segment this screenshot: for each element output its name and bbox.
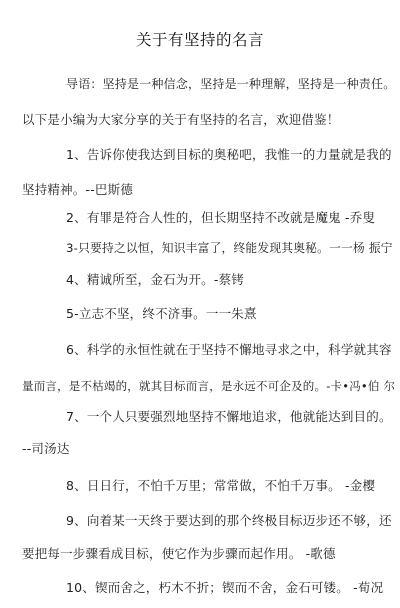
quote-7-line-1: 7、一个人只要强烈地坚持不懈地追求，他就能达到目的。 [66,409,392,424]
quote-9-line-1: 9、向着某一天终于要达到的那个终极目标迈步还不够，还 [66,513,392,528]
quote-3: 3-只要持之以恒，知识丰富了，终能发现其奥秘。一一杨 振宁 [66,241,393,255]
quote-1-line-1: 1、告诉你使我达到目标的奥秘吧，我惟一的力量就是我的 [66,147,392,162]
intro-line-1: 导语：坚持是一种信念，坚持是一种理解，坚持是一种责任。 [66,77,396,91]
quote-6-line-1: 6、科学的永恒性就在于坚持不懈地寻求之中，科学就其容 [66,342,392,357]
quote-6-line-2: 量而言，是不枯竭的，就其目标而言，是永远不可企及的。-卡•冯•伯 尔 [22,379,396,393]
quote-10: 10、锲而舍之，朽木不折；锲而不舍，金石可镂。 -荀况 [66,580,384,595]
quote-4: 4、精诚所至，金石为开。-蔡铐 [66,272,244,287]
quote-9-line-2: 要把每一步骤看成目标，使它作为步骤而起作用。 -歌德 [22,546,336,561]
page-title: 关于有坚持的名言 [135,31,264,49]
quote-2: 2、有罪是符合人性的，但长期坚持不改就是魔鬼 -乔叟 [66,210,376,225]
quote-1-line-2: 坚持精神。--巴斯德 [22,182,134,197]
quote-8: 8、日日行，不怕千万里；常常做，不怕千万事。 -金樱 [66,478,376,493]
quote-7-line-2: --司汤达 [22,441,70,456]
quote-5: 5-立志不坚，终不济事。一一朱熹 [66,306,257,321]
intro-line-2: 以下是小编为大家分享的关于有坚持的名言，欢迎借鉴！ [22,112,340,127]
